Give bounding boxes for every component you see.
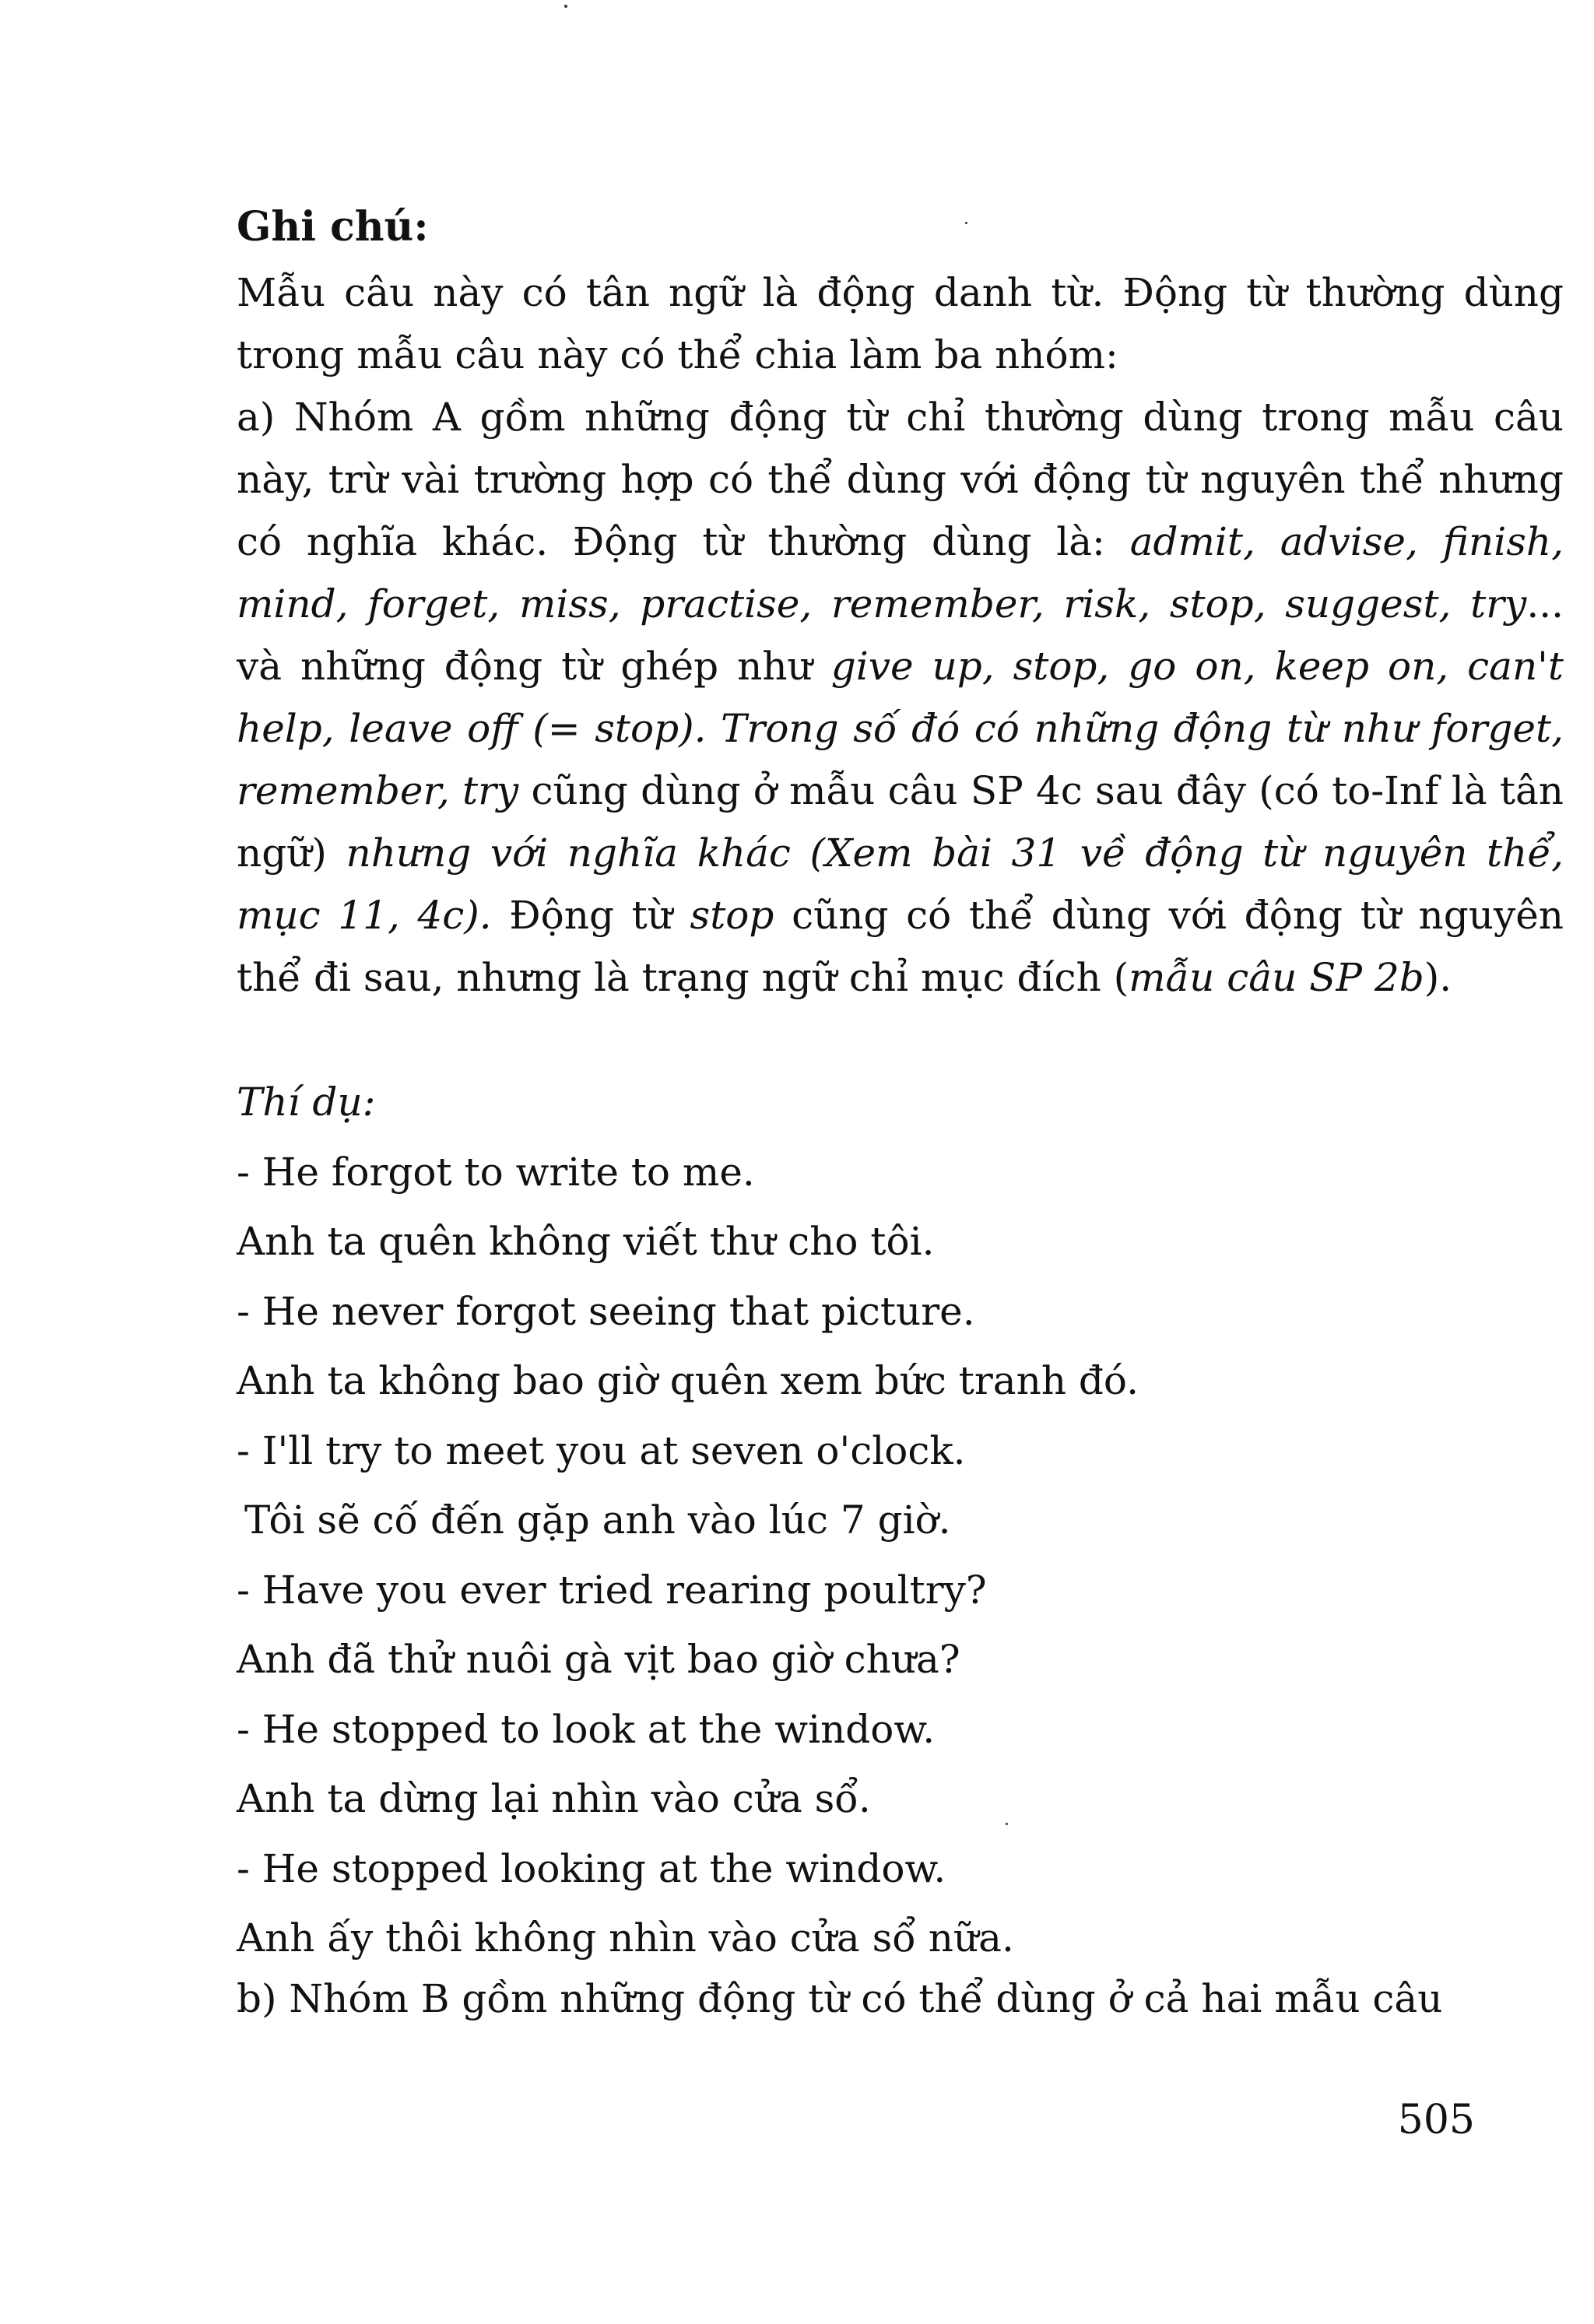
scan-speck [965, 222, 967, 224]
group-a-text-5: cũng có thể dùng với động từ nguyên thể đi sau, nhưng là trạng ngữ chỉ mục đích ( [237, 893, 1564, 1000]
group-a-text-1: a) Nhóm A gồm những động từ chỉ thường dùng trong mẫu câu này, trừ vài trường hợp có thể dùng với động từ nguyên thể nhưng có nghĩa khác. Động từ thường dùng là: [237, 395, 1564, 564]
group-a-text-3: cũng dùng ở mẫu câu SP 4c sau đây (có to-Inf là tân ngữ) [237, 768, 1564, 876]
example-line: Tôi sẽ cố đến gặp anh vào lúc 7 giờ. [244, 1497, 951, 1543]
example-line: Anh ấy thôi không nhìn vào cửa sổ nữa. [237, 1915, 1014, 1961]
scan-speck [564, 5, 567, 8]
example-line: - I'll try to meet you at seven o'clock. [237, 1428, 966, 1473]
example-line: - He stopped looking at the window. [237, 1846, 946, 1891]
group-a-paragraph [148, 386, 1564, 1009]
group-a-text-2: ... và những động từ ghép như [237, 581, 1564, 689]
group-a-phrasal-verbs: give up, stop, go on, keep on, can't help, leave off (= stop). Trong số đó có những động từ như forget, remember, try [237, 644, 1564, 813]
group-b-paragraph: b) Nhóm B gồm những động từ có thể dùng ở cả hai mẫu câu [237, 1976, 1443, 2021]
example-line: - He never forgot seeing that picture. [237, 1289, 975, 1334]
example-line: Anh ta không bao giờ quên xem bức tranh đó. [237, 1358, 1139, 1403]
example-line: Anh ta quên không viết thư cho tôi. [237, 1219, 935, 1264]
group-a-stop: stop [690, 893, 774, 938]
example-label-text: Thí dụ: [237, 1080, 376, 1125]
scan-speck [1006, 1823, 1008, 1825]
example-line: - Have you ever tried rearing poultry? [237, 1567, 987, 1613]
group-a-pattern: mẫu câu SP 2b [1129, 955, 1424, 1000]
example-line: Anh ta dừng lại nhìn vào cửa sổ. [237, 1776, 871, 1821]
example-label [237, 1071, 376, 1133]
example-line: - He forgot to write to me. [237, 1150, 755, 1195]
page-number: 505 [1397, 2097, 1475, 2143]
intro-paragraph: Mẫu câu này có tân ngữ là động danh từ. Động từ thường dùng trong mẫu câu này có thể chia làm ba nhóm: [237, 270, 1564, 377]
group-a-reference: nhưng với nghĩa khác (Xem bài 31 về động từ nguyên thể, mục 11, 4c). [237, 830, 1564, 938]
example-line: - He stopped to look at the window. [237, 1707, 936, 1752]
example-line: Anh đã thử nuôi gà vịt bao giờ chưa? [237, 1637, 960, 1682]
group-a-verbs: admit, advise, finish, mind, forget, miss, practise, remember, risk, stop, suggest, try [237, 519, 1564, 627]
note-heading: Ghi chú: [237, 203, 429, 251]
group-a-text-6: ). [1424, 955, 1452, 1000]
group-a-text-4: Động từ [491, 893, 690, 938]
